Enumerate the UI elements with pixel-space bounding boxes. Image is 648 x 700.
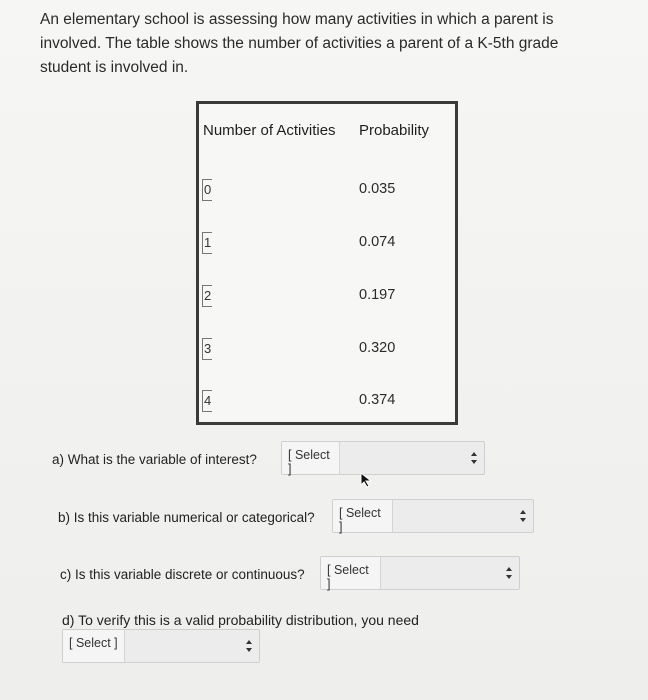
table-row [199,338,455,358]
question-c-select[interactable] [320,556,520,590]
table-row [199,232,455,252]
chevron-updown-icon [505,566,513,580]
probability-cell: 0.320 [359,340,396,356]
question-b-select[interactable] [332,499,534,533]
question-a-select-value: [ Select ] [282,442,340,474]
question-b-select-value: [ Select ] [333,500,393,532]
table-row [199,179,455,199]
probability-cell: 0.197 [359,287,396,303]
question-a-select[interactable] [281,441,485,475]
activities-cell: 1 [202,232,212,254]
probability-cell: 0.035 [359,181,396,197]
chevron-updown-icon [519,509,527,523]
question-d-text: d) To verify this is a valid probability distribution, you need [62,612,419,628]
intro-line-3: student is involved in. [40,59,189,76]
question-d-select[interactable] [62,629,260,663]
question-c-text: c) Is this variable discrete or continuous? [60,567,305,582]
question-b-text: b) Is this variable numerical or categorical? [58,510,315,525]
table-row [199,390,455,410]
intro-line-1: An elementary school is assessing how many activities in which a parent is [40,11,554,28]
question-c-select-value: [ Select ] [321,557,381,589]
question-d-select-value: [ Select ] [63,630,125,662]
intro-line-2: involved. The table shows the number of activities a parent of a K-5th grade [40,35,559,52]
activities-cell: 2 [202,285,212,307]
problem-statement [40,8,600,80]
header-probability: Probability [359,122,430,139]
activities-cell: 3 [202,338,212,360]
table-row [199,285,455,305]
chevron-updown-icon [470,451,478,465]
mouse-pointer-icon [360,472,374,493]
activities-cell: 4 [202,390,212,412]
probability-cell: 0.074 [359,234,396,250]
chevron-updown-icon [245,639,253,653]
header-number-of-activities: Number of Activities [203,122,336,139]
activities-cell: 0 [202,179,212,201]
probability-table [196,101,458,425]
question-a-text: a) What is the variable of interest? [52,452,257,467]
probability-cell: 0.374 [359,392,396,408]
